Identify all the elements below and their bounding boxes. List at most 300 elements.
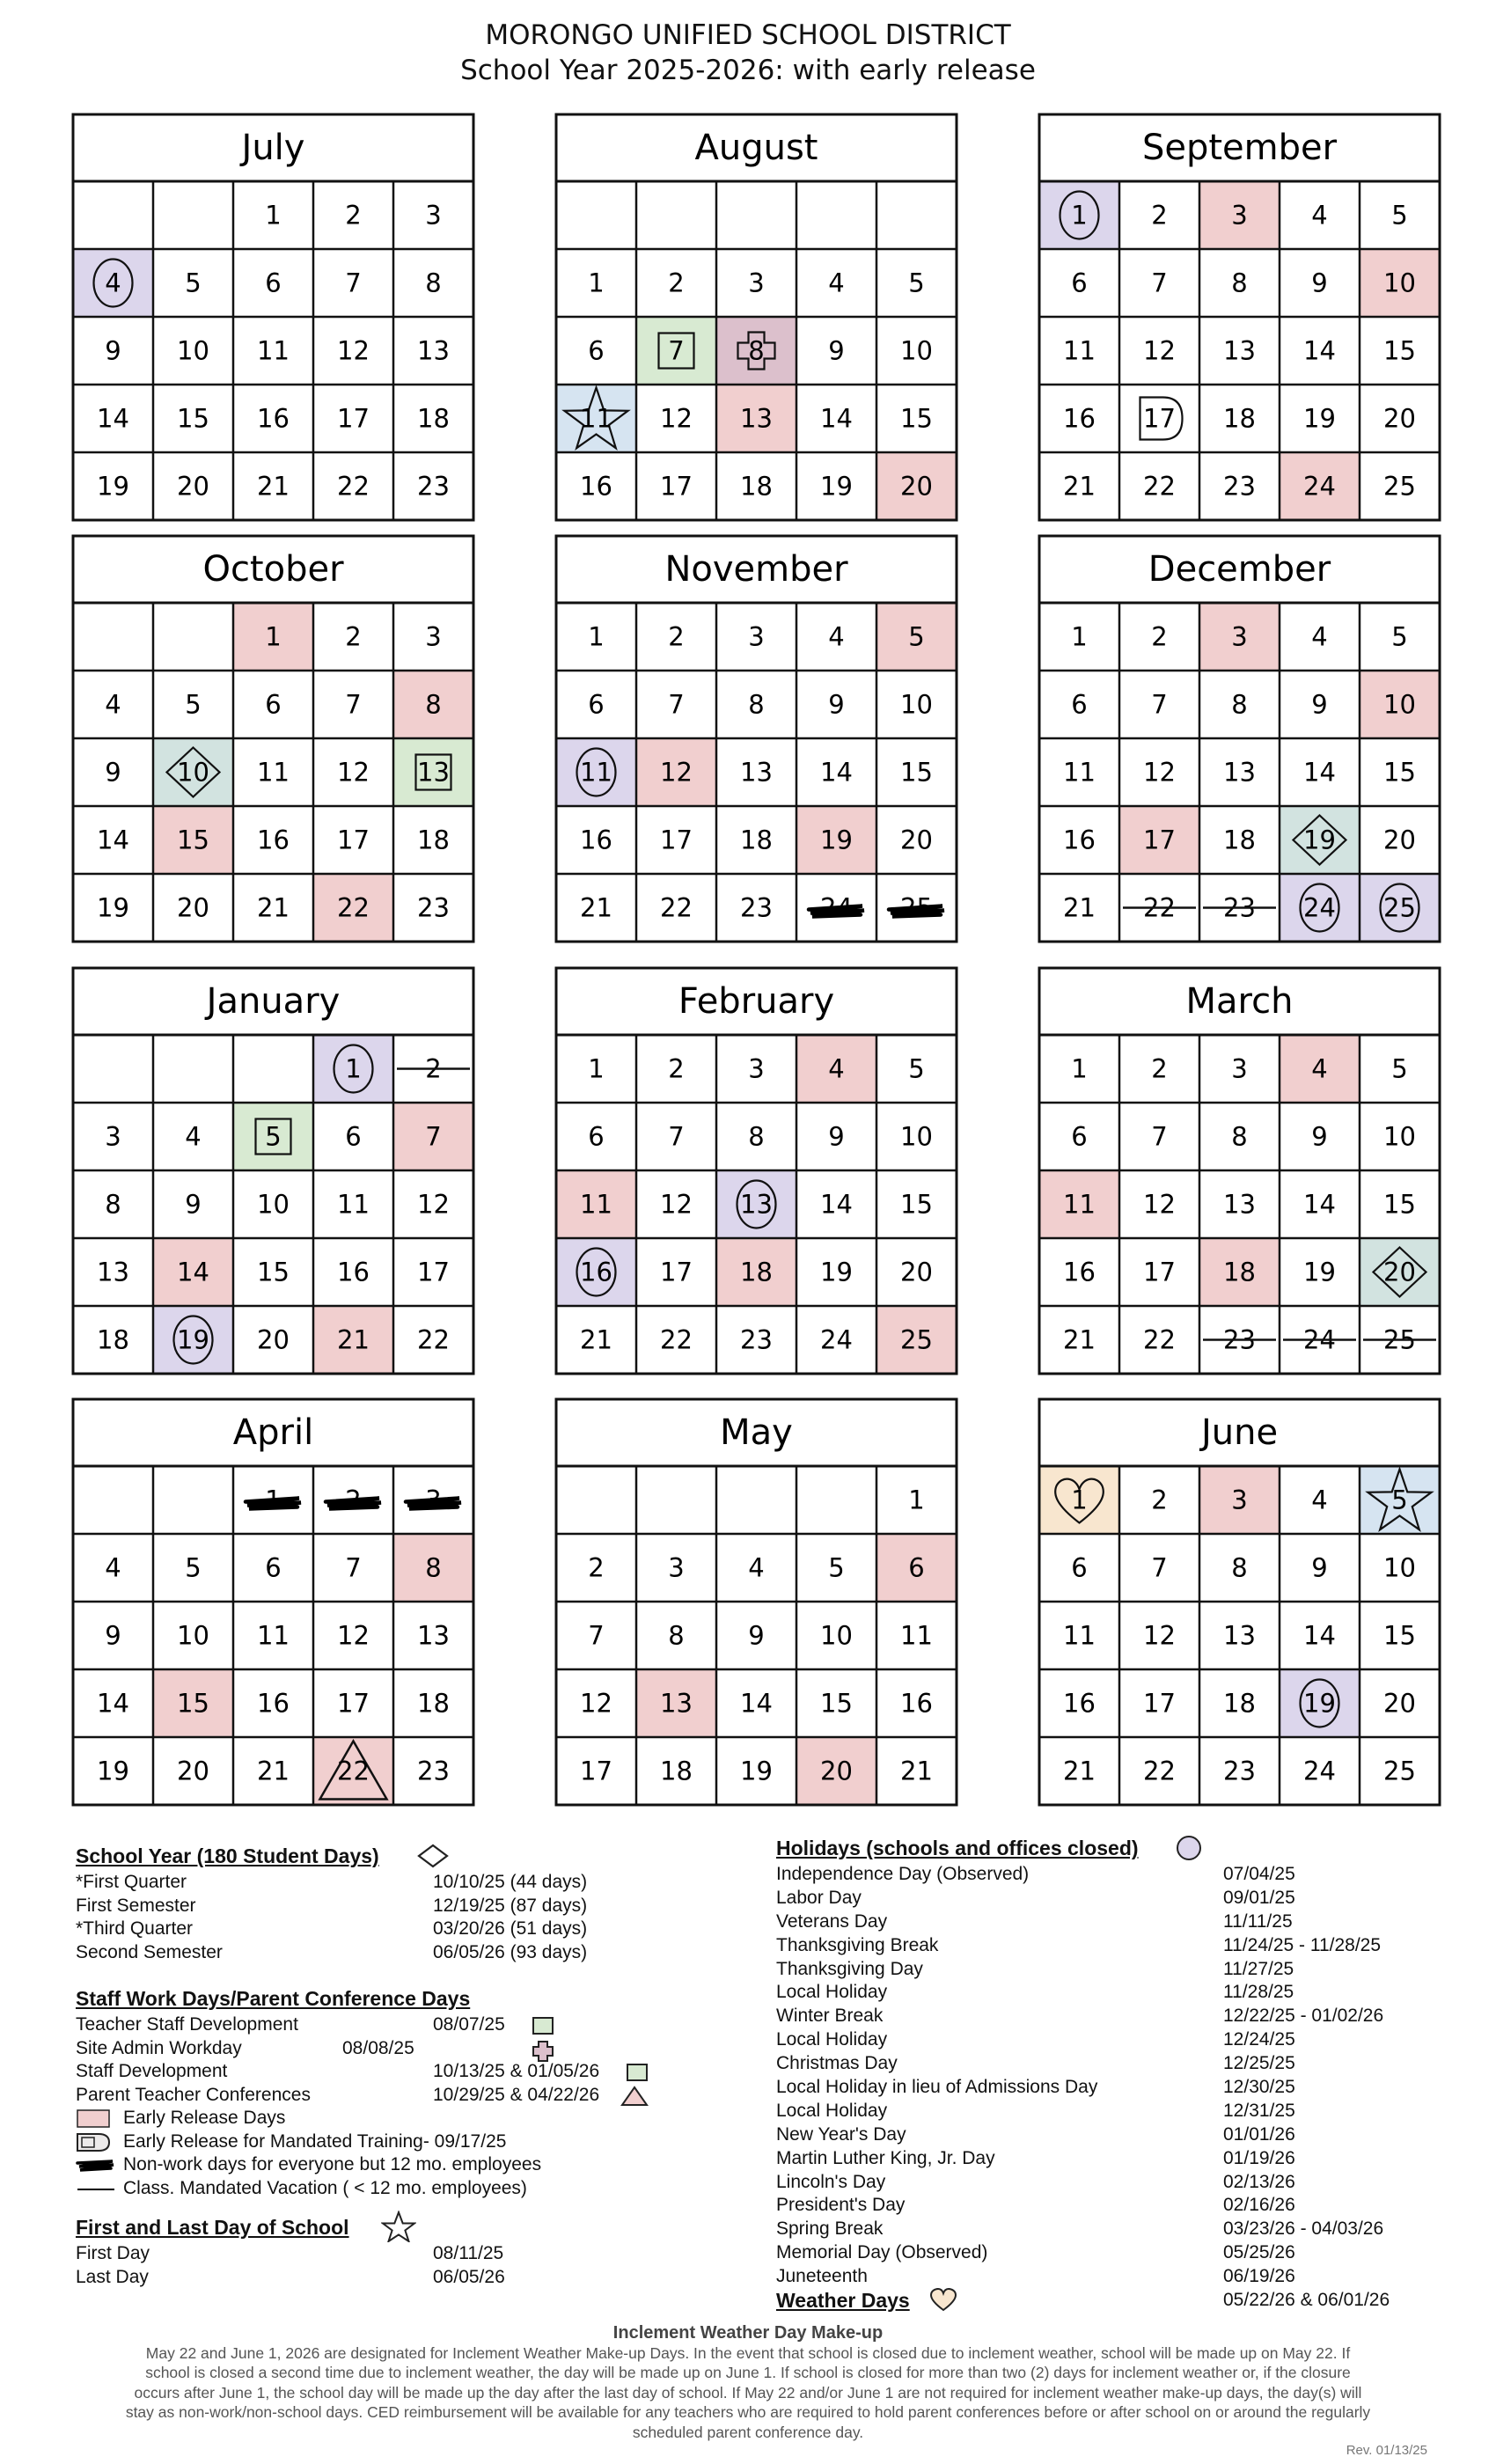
day-number: 3 bbox=[425, 621, 442, 652]
day-number: 2 bbox=[588, 1552, 605, 1583]
day-cell bbox=[748, 1553, 764, 1583]
first-last-heading: First and Last Day of School bbox=[76, 2216, 349, 2239]
day-cell bbox=[1223, 404, 1256, 434]
day-cell bbox=[748, 1621, 764, 1651]
day-cell bbox=[1383, 1621, 1416, 1651]
day-number: 12 bbox=[337, 757, 370, 788]
day-number: 24 bbox=[1303, 471, 1336, 502]
day-cell bbox=[257, 336, 290, 366]
day-cell bbox=[556, 1238, 636, 1306]
day-number: 11 bbox=[1063, 1620, 1096, 1651]
day-number: 1 bbox=[588, 621, 605, 652]
day-cell bbox=[425, 622, 441, 652]
day-cell bbox=[716, 385, 796, 452]
month-october bbox=[73, 536, 473, 942]
day-number: 2 bbox=[1151, 621, 1168, 652]
day-number: 22 bbox=[1143, 471, 1176, 502]
day-number: 20 bbox=[177, 892, 209, 923]
day-number: 23 bbox=[417, 892, 450, 923]
day-cell bbox=[97, 1756, 129, 1786]
day-cell bbox=[1223, 336, 1256, 366]
day-cell bbox=[393, 1534, 473, 1602]
list-item: First Semester 12/19/25 (87 days) bbox=[76, 1895, 588, 1916]
list-item: Memorial Day (Observed) 05/25/26 bbox=[776, 2242, 1295, 2263]
list-item: Labor Day 09/01/25 bbox=[776, 1887, 1295, 1908]
day-cell bbox=[337, 1621, 370, 1651]
day-cell bbox=[1151, 1054, 1167, 1084]
day-cell bbox=[1391, 201, 1407, 231]
day-cell bbox=[105, 1621, 121, 1651]
day-number: 9 bbox=[1311, 689, 1328, 720]
day-number: 10 bbox=[177, 1620, 209, 1651]
day-cell bbox=[900, 690, 933, 720]
day-number: 19 bbox=[820, 825, 853, 855]
day-number: 10 bbox=[820, 1620, 853, 1651]
day-cell bbox=[1360, 671, 1440, 738]
day-cell bbox=[900, 758, 933, 788]
day-cell bbox=[1231, 268, 1247, 298]
month-title: September bbox=[1141, 128, 1338, 168]
day-cell bbox=[257, 404, 290, 434]
day-number: 4 bbox=[185, 1121, 202, 1152]
scribble-icon bbox=[246, 1499, 301, 1509]
day-number: 15 bbox=[900, 1189, 933, 1220]
day-cell bbox=[1063, 1621, 1096, 1651]
day-number: 14 bbox=[97, 403, 129, 434]
scribble-icon bbox=[406, 1499, 461, 1509]
day-number: 3 bbox=[668, 1552, 685, 1583]
day-cell bbox=[748, 268, 764, 298]
list-item: Site Admin Workday 08/08/25 bbox=[76, 2037, 692, 2061]
day-cell bbox=[1280, 452, 1360, 520]
day-number: 15 bbox=[177, 403, 209, 434]
day-number: 7 bbox=[345, 1552, 362, 1583]
day-cell bbox=[1151, 1485, 1167, 1515]
day-cell bbox=[73, 249, 153, 317]
day-cell bbox=[748, 1054, 764, 1084]
day-number: 9 bbox=[185, 1189, 202, 1220]
day-cell bbox=[1311, 690, 1327, 720]
day-number: 18 bbox=[660, 1756, 693, 1786]
day-cell bbox=[660, 893, 693, 923]
day-number: 13 bbox=[1223, 1189, 1256, 1220]
day-number: 5 bbox=[185, 1552, 202, 1583]
day-number: 17 bbox=[1143, 825, 1176, 855]
day-number: 6 bbox=[345, 1121, 362, 1152]
list-item: Early Release for Mandated Training- 09/17/25 bbox=[76, 2130, 692, 2154]
day-number: 4 bbox=[105, 689, 121, 720]
circle-icon bbox=[1174, 1835, 1204, 1863]
day-number: 5 bbox=[908, 268, 925, 298]
day-cell bbox=[337, 825, 370, 855]
day-number: 20 bbox=[177, 1756, 209, 1786]
day-cell bbox=[1063, 472, 1096, 502]
day-cell bbox=[740, 1325, 773, 1355]
day-number: 12 bbox=[580, 1688, 612, 1719]
day-number: 7 bbox=[425, 1121, 442, 1152]
day-cell bbox=[337, 758, 370, 788]
day-number: 9 bbox=[1311, 1121, 1328, 1152]
day-number: 19 bbox=[177, 1324, 209, 1355]
day-cell bbox=[1223, 1689, 1256, 1719]
heart-icon bbox=[928, 2287, 958, 2314]
day-cell bbox=[588, 622, 604, 652]
list-item: Non-work days for everyone but 12 mo. employees bbox=[76, 2153, 692, 2177]
day-number: 14 bbox=[820, 1189, 853, 1220]
day-cell bbox=[1223, 825, 1256, 855]
day-number: 3 bbox=[1231, 1485, 1248, 1515]
day-cell bbox=[1071, 1054, 1087, 1084]
day-number: 22 bbox=[1143, 1324, 1176, 1355]
day-number: 19 bbox=[97, 471, 129, 502]
day-number: 16 bbox=[1063, 1688, 1096, 1719]
day-number: 16 bbox=[580, 1257, 612, 1287]
day-cell bbox=[1063, 1258, 1096, 1287]
day-number: 10 bbox=[257, 1189, 290, 1220]
day-number: 24 bbox=[1303, 1324, 1336, 1355]
day-cell bbox=[900, 825, 933, 855]
day-number: 23 bbox=[740, 1324, 773, 1355]
day-cell bbox=[820, 1258, 853, 1287]
day-number: 13 bbox=[97, 1257, 129, 1287]
day-cell bbox=[417, 1325, 450, 1355]
day-number: 2 bbox=[345, 1485, 362, 1515]
day-number: 8 bbox=[1231, 268, 1248, 298]
day-cell bbox=[580, 1325, 612, 1355]
day-cell bbox=[1383, 336, 1416, 366]
day-cell bbox=[1231, 690, 1247, 720]
day-number: 22 bbox=[337, 471, 370, 502]
day-cell bbox=[1360, 874, 1440, 942]
day-number: 17 bbox=[337, 1688, 370, 1719]
day-number: 22 bbox=[660, 1324, 693, 1355]
day-cell bbox=[1151, 201, 1167, 231]
day-cell bbox=[1063, 336, 1096, 366]
inclement-line: May 22 and June 1, 2026 are designated for Inclement Weather Make-up Days. In the event that school is closed due to inclement weather, school will be made up on May 22. If bbox=[145, 2343, 1351, 2362]
scribble-icon bbox=[76, 2155, 116, 2176]
day-number: 18 bbox=[417, 403, 450, 434]
day-number: 19 bbox=[1303, 1688, 1336, 1719]
scribble-icon bbox=[889, 906, 944, 917]
day-number: 18 bbox=[97, 1324, 129, 1355]
list-item: Winter Break 12/22/25 - 01/02/26 bbox=[776, 2006, 1384, 2027]
day-number: 6 bbox=[265, 268, 282, 298]
day-cell bbox=[556, 1170, 636, 1238]
day-cell bbox=[1391, 622, 1407, 652]
day-number: 21 bbox=[337, 1324, 370, 1355]
inclement-line: occurs after June 1, the school day will be made up the day after the last day of school. If May 22 and/or June 1 are not required for inclement weather make-up days, the day(s) will bbox=[134, 2383, 1362, 2402]
day-number: 25 bbox=[1383, 1324, 1416, 1355]
day-number: 5 bbox=[908, 1053, 925, 1084]
day-number: 12 bbox=[1143, 335, 1176, 366]
day-number: 11 bbox=[257, 757, 290, 788]
day-cell bbox=[740, 893, 773, 923]
month-title: November bbox=[664, 549, 848, 590]
day-number: 18 bbox=[740, 825, 773, 855]
month-december bbox=[1039, 536, 1440, 942]
day-cell bbox=[1303, 1621, 1336, 1651]
day-number: 19 bbox=[97, 1756, 129, 1786]
day-cell bbox=[668, 690, 684, 720]
day-cell bbox=[1119, 806, 1199, 874]
day-cell bbox=[1311, 1553, 1327, 1583]
day-cell bbox=[1071, 622, 1087, 652]
day-number: 21 bbox=[1063, 1324, 1096, 1355]
month-august bbox=[556, 114, 957, 520]
day-number: 12 bbox=[1143, 1620, 1176, 1651]
day-number: 16 bbox=[1063, 403, 1096, 434]
day-cell bbox=[748, 1122, 764, 1152]
day-number: 14 bbox=[1303, 1620, 1336, 1651]
day-cell bbox=[828, 336, 844, 366]
day-number: 3 bbox=[748, 268, 765, 298]
day-number: 6 bbox=[908, 1552, 925, 1583]
day-cell bbox=[908, 1485, 924, 1515]
day-number: 21 bbox=[900, 1756, 933, 1786]
day-cell bbox=[796, 1035, 876, 1103]
day-cell bbox=[1063, 404, 1096, 434]
day-number: 2 bbox=[668, 1053, 685, 1084]
day-number: 5 bbox=[908, 621, 925, 652]
day-number: 15 bbox=[900, 757, 933, 788]
day-number: 16 bbox=[1063, 825, 1096, 855]
day-number: 14 bbox=[740, 1688, 773, 1719]
day-number: 24 bbox=[1303, 892, 1336, 923]
day-cell bbox=[660, 1325, 693, 1355]
day-number: 19 bbox=[820, 471, 853, 502]
day-cell bbox=[257, 1756, 290, 1786]
line-icon bbox=[76, 2179, 116, 2200]
day-cell bbox=[796, 1737, 876, 1805]
day-number: 11 bbox=[1063, 757, 1096, 788]
day-number: 4 bbox=[105, 268, 121, 298]
day-number: 13 bbox=[740, 403, 773, 434]
day-cell bbox=[900, 1756, 933, 1786]
day-number: 17 bbox=[337, 825, 370, 855]
day-number: 22 bbox=[337, 892, 370, 923]
day-number: 1 bbox=[265, 200, 282, 231]
diamond-icon bbox=[415, 1843, 451, 1869]
day-number: 4 bbox=[105, 1552, 121, 1583]
day-cell bbox=[820, 758, 853, 788]
day-number: 5 bbox=[265, 1121, 282, 1152]
day-cell bbox=[177, 1621, 209, 1651]
day-cell bbox=[1383, 1689, 1416, 1719]
day-number: 14 bbox=[820, 403, 853, 434]
month-title: December bbox=[1148, 549, 1331, 590]
day-number: 15 bbox=[820, 1688, 853, 1719]
day-cell bbox=[660, 472, 693, 502]
day-cell bbox=[588, 1553, 604, 1583]
school-year-subtitle: School Year 2025-2026: with early release bbox=[460, 55, 1036, 86]
day-number: 16 bbox=[337, 1257, 370, 1287]
day-cell bbox=[1280, 874, 1360, 942]
day-cell bbox=[1311, 622, 1327, 652]
month-april bbox=[73, 1399, 473, 1805]
day-number: 10 bbox=[900, 689, 933, 720]
day-cell bbox=[1303, 404, 1336, 434]
day-cell bbox=[97, 404, 129, 434]
day-cell bbox=[313, 1035, 393, 1103]
day-number: 11 bbox=[257, 1620, 290, 1651]
day-number: 7 bbox=[345, 689, 362, 720]
day-cell bbox=[1311, 1485, 1327, 1515]
day-cell bbox=[1039, 181, 1119, 249]
day-cell bbox=[1383, 472, 1416, 502]
day-cell bbox=[1311, 1122, 1327, 1152]
day-cell bbox=[1151, 268, 1167, 298]
day-cell bbox=[1071, 690, 1087, 720]
day-number: 25 bbox=[900, 1324, 933, 1355]
day-number: 13 bbox=[417, 757, 450, 788]
day-cell bbox=[417, 893, 450, 923]
day-number: 6 bbox=[588, 1121, 605, 1152]
list-item: Local Holiday in lieu of Admissions Day 12/30/25 bbox=[776, 2077, 1295, 2098]
day-number: 12 bbox=[337, 1620, 370, 1651]
day-cell bbox=[900, 1689, 933, 1719]
day-cell bbox=[1303, 1756, 1336, 1786]
day-cell bbox=[97, 893, 129, 923]
day-cell bbox=[900, 1122, 933, 1152]
day-number: 2 bbox=[1151, 200, 1168, 231]
day-number: 15 bbox=[1383, 335, 1416, 366]
day-cell bbox=[233, 603, 313, 671]
holidays-heading: Holidays (schools and offices closed) bbox=[776, 1837, 1139, 1859]
day-number: 24 bbox=[820, 892, 853, 923]
day-number: 1 bbox=[1071, 1485, 1088, 1515]
weather-heading: Weather Days bbox=[776, 2289, 910, 2313]
green-square-icon bbox=[531, 2015, 555, 2036]
day-number: 3 bbox=[425, 200, 442, 231]
day-cell bbox=[97, 825, 129, 855]
day-number: 25 bbox=[900, 892, 933, 923]
day-cell bbox=[740, 1756, 773, 1786]
day-cell bbox=[1143, 1756, 1176, 1786]
day-cell bbox=[1151, 1122, 1167, 1152]
day-number: 6 bbox=[588, 335, 605, 366]
day-number: 19 bbox=[1303, 825, 1336, 855]
list-item: *Third Quarter 03/20/26 (51 days) bbox=[76, 1918, 588, 1939]
weather-dates: 05/22/26 & 06/01/26 bbox=[1223, 2290, 1390, 2311]
day-number: 14 bbox=[97, 825, 129, 855]
day-number: 4 bbox=[828, 1053, 845, 1084]
day-cell bbox=[908, 268, 924, 298]
list-item: Spring Break 03/23/26 - 04/03/26 bbox=[776, 2218, 1384, 2240]
school-year-rows bbox=[76, 1871, 692, 1964]
training-shape-icon bbox=[76, 2132, 111, 2153]
month-title: August bbox=[694, 128, 818, 168]
day-number: 4 bbox=[748, 1552, 765, 1583]
day-number: 8 bbox=[425, 1552, 442, 1583]
day-number: 15 bbox=[1383, 757, 1416, 788]
day-cell bbox=[337, 1258, 370, 1287]
day-cell bbox=[185, 1553, 201, 1583]
day-number: 16 bbox=[257, 1688, 290, 1719]
day-cell bbox=[1071, 1553, 1087, 1583]
day-number: 23 bbox=[417, 1756, 450, 1786]
day-number: 19 bbox=[740, 1756, 773, 1786]
day-number: 12 bbox=[660, 403, 693, 434]
day-number: 3 bbox=[105, 1121, 121, 1152]
day-number: 7 bbox=[668, 335, 685, 366]
day-cell bbox=[265, 268, 281, 298]
day-cell bbox=[105, 690, 121, 720]
day-number: 9 bbox=[105, 335, 121, 366]
day-cell bbox=[1199, 181, 1280, 249]
day-cell bbox=[185, 690, 201, 720]
inclement-line: school is closed a second time due to inclement weather, the day will be made up on June 1. If school is closed for more than two (2) days for inclement weather or, if the closure bbox=[145, 2364, 1351, 2381]
day-cell bbox=[417, 472, 450, 502]
day-cell bbox=[313, 1737, 393, 1805]
day-cell bbox=[345, 622, 361, 652]
day-number: 21 bbox=[1063, 1756, 1096, 1786]
day-cell bbox=[900, 1621, 933, 1651]
day-number: 7 bbox=[668, 1121, 685, 1152]
day-number: 20 bbox=[1383, 403, 1416, 434]
inclement-heading: Inclement Weather Day Make-up bbox=[612, 2323, 884, 2343]
day-number: 15 bbox=[1383, 1620, 1416, 1651]
day-cell bbox=[257, 1325, 290, 1355]
day-number: 9 bbox=[1311, 1552, 1328, 1583]
day-number: 22 bbox=[660, 892, 693, 923]
day-number: 21 bbox=[580, 1324, 612, 1355]
day-cell bbox=[1143, 336, 1176, 366]
day-cell bbox=[1223, 1621, 1256, 1651]
day-number: 7 bbox=[668, 689, 685, 720]
day-cell bbox=[580, 1689, 612, 1719]
green-square-icon bbox=[625, 2062, 649, 2083]
day-number: 14 bbox=[1303, 1189, 1336, 1220]
list-item: Christmas Day 12/25/25 bbox=[776, 2053, 1295, 2074]
day-cell bbox=[828, 690, 844, 720]
list-item: Local Holiday 11/28/25 bbox=[776, 1982, 1294, 2003]
school-year-heading: School Year (180 Student Days) bbox=[76, 1844, 379, 1867]
day-number: 21 bbox=[580, 892, 612, 923]
day-cell bbox=[668, 1054, 684, 1084]
day-number: 7 bbox=[345, 268, 362, 298]
day-cell bbox=[556, 738, 636, 806]
day-number: 15 bbox=[257, 1257, 290, 1287]
day-cell bbox=[1303, 336, 1336, 366]
day-number: 4 bbox=[828, 268, 845, 298]
day-cell bbox=[257, 1689, 290, 1719]
day-number: 12 bbox=[1143, 1189, 1176, 1220]
day-number: 11 bbox=[1063, 1189, 1096, 1220]
day-number: 1 bbox=[588, 268, 605, 298]
day-number: 10 bbox=[1383, 268, 1416, 298]
day-cell bbox=[1303, 758, 1336, 788]
day-cell bbox=[265, 1553, 281, 1583]
day-cell bbox=[1231, 1553, 1247, 1583]
day-number: 8 bbox=[1231, 1552, 1248, 1583]
list-item: Thanksgiving Day 11/27/25 bbox=[776, 1958, 1294, 1979]
list-item: Early Release Days bbox=[76, 2107, 692, 2130]
day-cell bbox=[796, 806, 876, 874]
day-cell bbox=[1151, 1553, 1167, 1583]
day-number: 17 bbox=[580, 1756, 612, 1786]
day-cell bbox=[636, 738, 716, 806]
day-cell bbox=[668, 1122, 684, 1152]
day-cell bbox=[97, 472, 129, 502]
list-item: Staff Development 10/13/25 & 01/05/26 bbox=[76, 2060, 692, 2084]
list-item: New Year's Day 01/01/26 bbox=[776, 2123, 1295, 2145]
day-cell bbox=[1063, 1325, 1096, 1355]
day-cell bbox=[1071, 268, 1087, 298]
day-cell bbox=[908, 1054, 924, 1084]
day-number: 12 bbox=[417, 1189, 450, 1220]
day-cell bbox=[900, 336, 933, 366]
day-number: 1 bbox=[588, 1053, 605, 1084]
